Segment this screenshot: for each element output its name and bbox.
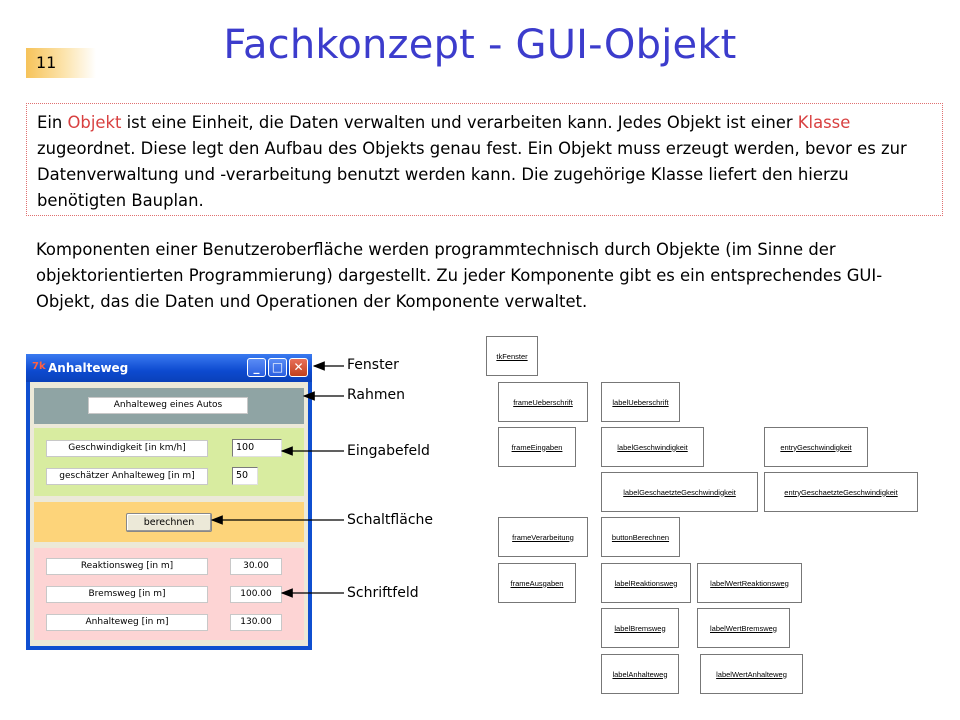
description-paragraph: Komponenten einer Benutzeroberfläche werden programmtechnisch durch Objekte (im Sinne der objektorientierten Programmierung) dargestellt. Zu jeder Komponente gibt es ein entsprechendes GUI-Objekt, das die Daten und Operationen der Komponente verwaltet. (36, 240, 883, 311)
object-labelgeschwindigkeit: labelGeschwindigkeit (601, 427, 704, 467)
info-text-1: Ein (37, 113, 68, 132)
page-number: 11 (26, 48, 96, 78)
speed-label: Geschwindigkeit [in km/h] (46, 440, 208, 457)
object-buttonberechnen: buttonBerechnen (601, 517, 680, 557)
slide-title: Fachkonzept - GUI-Objekt (223, 22, 737, 68)
close-button[interactable]: ✕ (289, 358, 308, 377)
term-klasse: Klasse (797, 113, 851, 132)
window-title: Anhalteweg (48, 361, 129, 375)
object-labelwertanhalteweg: labelWertAnhalteweg (700, 654, 803, 694)
object-tkfenster: tkFenster (486, 336, 538, 376)
brake-distance-value: 100.00 (230, 586, 282, 603)
tk-app-icon: 7k (32, 361, 46, 372)
stopping-distance-value: 130.00 (230, 614, 282, 631)
object-frameverarbeitung: frameVerarbeitung (498, 517, 588, 557)
term-objekt: Objekt (67, 113, 122, 132)
calculate-button[interactable]: berechnen (126, 513, 212, 532)
reaction-distance-label: Reaktionsweg [in m] (46, 558, 208, 575)
object-frameeingaben: frameEingaben (498, 427, 576, 467)
object-labelanhalteweg: labelAnhalteweg (601, 654, 679, 694)
object-frameausgaben: frameAusgaben (498, 563, 576, 603)
object-entrygeschwindigkeit: entryGeschwindigkeit (764, 427, 868, 467)
callout-rahmen: Rahmen (347, 387, 405, 403)
maximize-button[interactable]: □ (268, 358, 287, 377)
estimated-distance-input[interactable]: 50 (232, 467, 258, 485)
object-labelwertreaktionsweg: labelWertReaktionsweg (697, 563, 802, 603)
object-labelreaktionsweg: labelReaktionsweg (601, 563, 691, 603)
callout-eingabefeld: Eingabefeld (347, 443, 430, 459)
callout-schriftfeld: Schriftfeld (347, 585, 419, 601)
object-labelgeschaetztegeschwindigkeit: labelGeschaetzteGeschwindigkeit (601, 472, 758, 512)
minimize-button[interactable]: _ (247, 358, 266, 377)
header-label: Anhalteweg eines Autos (88, 397, 248, 414)
callout-fenster: Fenster (347, 357, 399, 373)
stopping-distance-label: Anhalteweg [in m] (46, 614, 208, 631)
brake-distance-label: Bremsweg [in m] (46, 586, 208, 603)
object-labelwertbremsweg: labelWertBremsweg (697, 608, 790, 648)
info-text-3: zugeordnet. Diese legt den Aufbau des Objekts genau fest. Ein Objekt muss erzeugt werden, bevor es zur Datenverwaltung und -verarbeitung benutzt werden kann. Die zugehörige Klasse liefert den hierzu benötigten Bauplan. (37, 139, 907, 210)
estimated-distance-label: geschätzer Anhalteweg [in m] (46, 468, 208, 485)
object-labelueberschrift: labelUeberschrift (601, 382, 680, 422)
info-text-2: ist eine Einheit, die Daten verwalten und verarbeiten kann. Jedes Objekt ist einer (121, 113, 798, 132)
reaction-distance-value: 30.00 (230, 558, 282, 575)
object-entrygeschaetztegeschwindigkeit: entryGeschaetzteGeschwindigkeit (764, 472, 918, 512)
speed-input[interactable]: 100 (232, 439, 282, 457)
callout-schaltflaeche: Schaltfläche (347, 512, 433, 528)
object-labelbremsweg: labelBremsweg (601, 608, 679, 648)
object-frameueberschrift: frameUeberschrift (498, 382, 588, 422)
